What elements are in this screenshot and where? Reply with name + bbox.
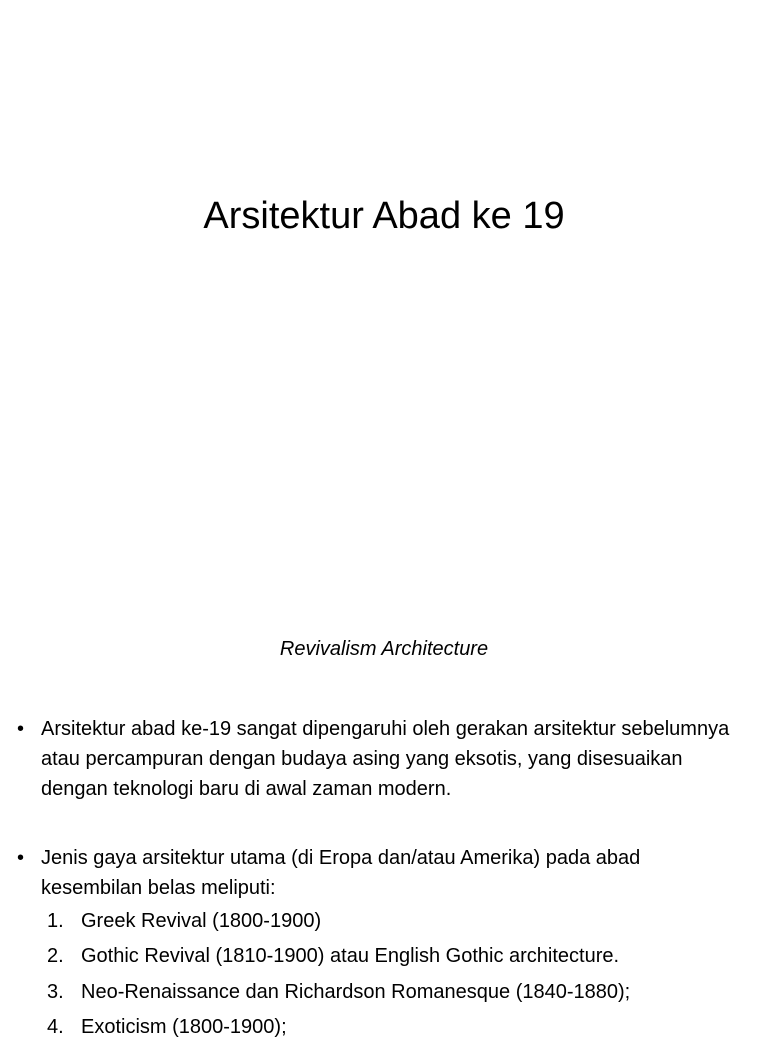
bullet-dot-icon: • — [17, 847, 25, 869]
bullet-item — [17, 843, 731, 903]
numbered-item — [47, 941, 747, 971]
bullet-item — [17, 714, 731, 804]
item-number: 1. — [47, 910, 64, 932]
numbered-item — [47, 906, 747, 936]
item-text: Greek Revival (1800-1900) — [81, 910, 322, 932]
slide-subtitle: Revivalism Architecture — [279, 638, 489, 660]
item-text: Neo-Renaissance dan Richardson Romanesque (1840-1880); — [81, 981, 631, 1003]
item-number: 4. — [47, 1016, 64, 1038]
item-number: 3. — [47, 981, 64, 1003]
numbered-item — [47, 977, 747, 1007]
bullet-text: Jenis gaya arsitektur utama (di Eropa dan/atau Amerika) pada abad kesembilan belas meliputi: — [41, 847, 641, 899]
bullet-text: Arsitektur abad ke-19 sangat dipengaruhi oleh gerakan arsitektur sebelumnya atau percampuran dengan budaya asing yang eksotis, yang disesuaikan dengan teknologi baru di awal zaman modern. — [41, 718, 730, 800]
slide-title: Arsitektur Abad ke 19 — [203, 195, 565, 237]
item-text: Exoticism (1800-1900); — [81, 1016, 287, 1038]
bullet-dot-icon: • — [17, 718, 25, 740]
numbered-item — [47, 1012, 747, 1042]
item-text: Gothic Revival (1810-1900) atau English Gothic architecture. — [81, 945, 620, 967]
item-number: 2. — [47, 945, 64, 967]
